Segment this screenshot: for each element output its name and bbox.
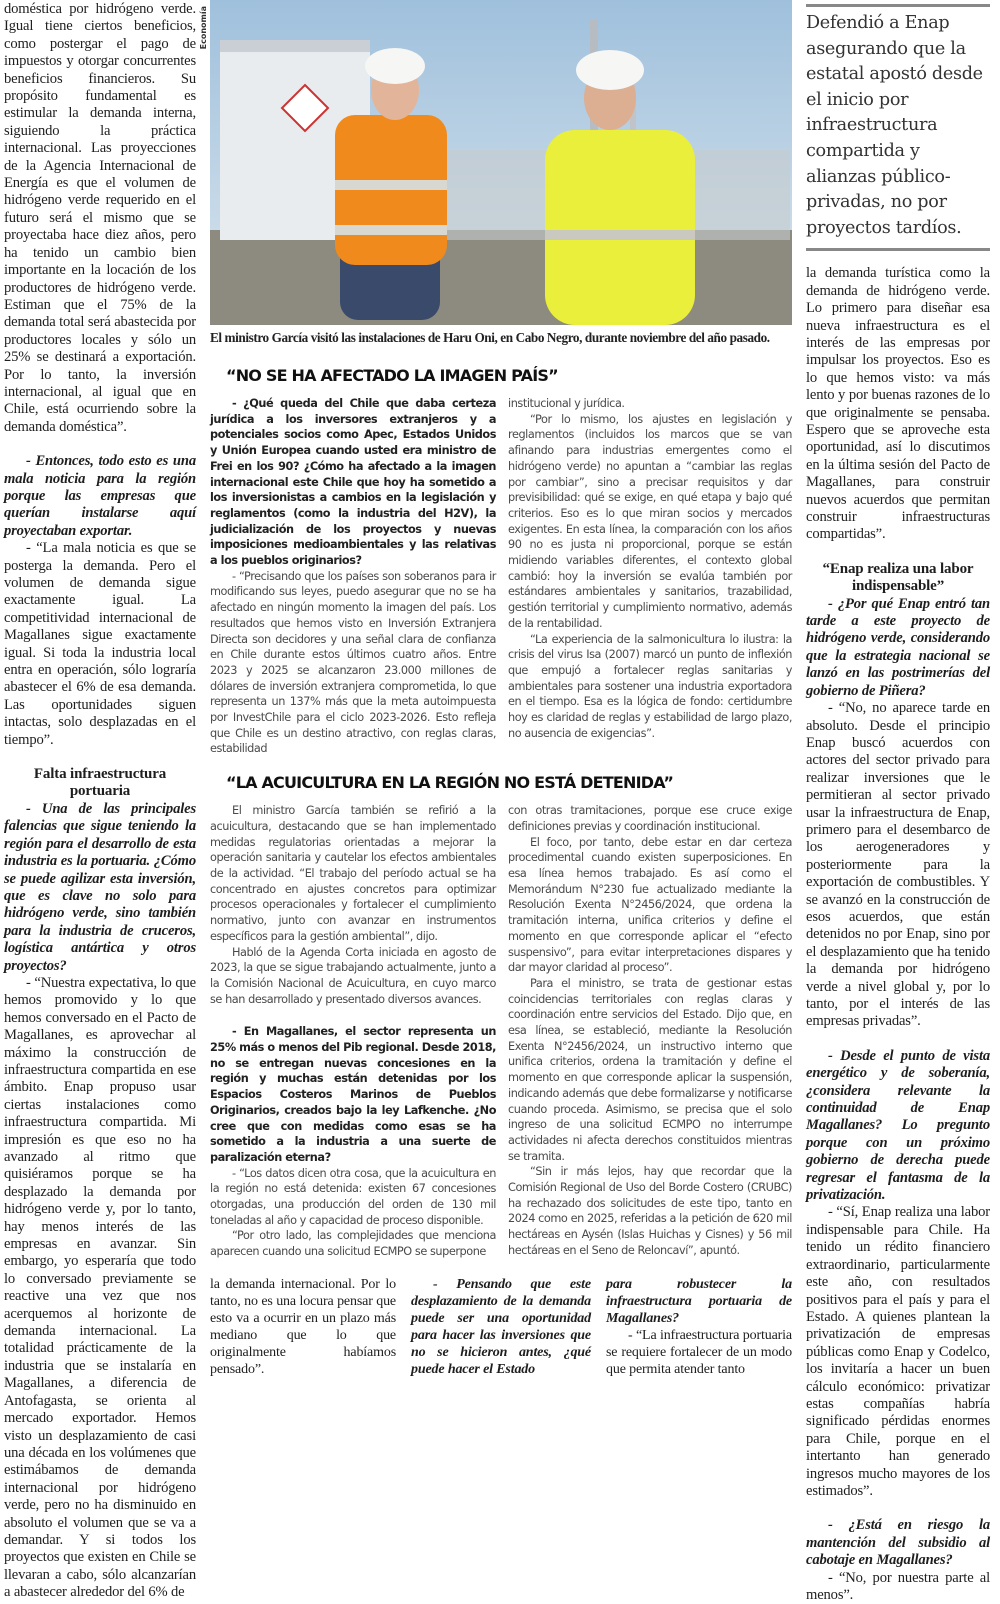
- interview-answer: - “No, no aparece tarde en absoluto. Desde el principio Enap buscó acuerdos con actores del sector privado para realizar inversiones que le permitieran al sector privado usar la infraestructura de Enap, primero para el desembarco de los aerogeneradores y posteriormente para la exportación de combustibles. Y se avanzó en la construcción de esos acuerdos, que están detenidos no por Enap, sino por el desplazamiento que ha tenido la demanda por hidrógeno verde a nivel global y, por lo tanto, por el interés de las empresas privadas”.: [806, 700, 990, 1030]
- white-helmet: [365, 48, 425, 84]
- section-tag: Economía: [199, 6, 208, 50]
- subheading: Falta infraestructura portuaria: [33, 766, 167, 800]
- interview-answer: - “No, por nuestra parte al menos”.: [806, 1569, 990, 1603]
- bottom-col-2: [411, 1276, 591, 1378]
- interview-answer: - “Sí, Enap realiza una labor indispensable para Chile. Ha tenido un rédito financiero extraordinario, particularmente este año, con resultados positivos para el país y para el Estado. A quienes plantean la privatización de empresas públicas como Enap y Codelco, los invitaría a hacer un buen cálculo económico: privatizar estas compañías habría significado pérdidas enormes para Chile, porque en el intertanto han generado ingresos mucho mayores de los estimados”.: [806, 1204, 990, 1499]
- section-acuicultura-left: [210, 803, 496, 1260]
- subheading: “Enap realiza una labor indispensable”: [822, 560, 974, 595]
- section-imagen-right: [508, 396, 792, 757]
- section-acuicultura-right: [508, 803, 792, 1260]
- interview-question: - En Magallanes, el sector representa un 25% más o menos del Pib regional. Desde 2018, no se entregan nuevas concesiones en la región y muchas están detenidas por los Espacios Costeros Marinos de Pueblos Originarios, creados bajo la ley Lafkenche. ¿No cree que con medidas como esas se ha sometido a la industria a una suerte de paralización eterna?: [210, 1025, 496, 1164]
- section-heading: “NO SE HA AFECTADO LA IMAGEN PAÍS”: [226, 366, 558, 385]
- paragraph: institucional y jurídica.: [508, 397, 625, 410]
- paragraph: El ministro García también se refirió a la acuicultura, destacando que se han implementado medidas regulatorias orientadas a mejorar la operación sanitaria y cautelar los efectos ambientales de la actividad. “El trabajo del período actual se ha concentrado en ajustes concretos para optimizar procesos operacionales y fortalecer el cumplimiento normativo, junto con avanzar en instrumentos específicos para la gestión ambiental”, dijo.: [210, 804, 496, 943]
- section-heading: “LA ACUICULTURA EN LA REGIÓN NO ESTÁ DETENIDA”: [226, 773, 674, 793]
- interview-question: - ¿Por qué Enap entró tan tarde a este proyecto de hidrógeno verde, considerando que la estrategia nacional se lanzó en las postrimerías del gobierno de Piñera?: [806, 595, 990, 699]
- interview-question: - Pensando que este desplazamiento de la demanda puede ser una oportunidad para hacer las inversiones que no se hicieron antes, ¿qué puede hacer el Estado: [411, 1276, 591, 1377]
- paragraph: Para el ministro, se trata de gestionar estas coincidencias territoriales con reglas claras y coordinación entre servicios del Estado. Dijo que, en esa línea, se estableció, mediante la Resolución Exenta N°2456/2024, un instructivo interno que unifica criterios, ordena la tramitación y define el momento en que corresponde aplicar la suspensión, indicando además que debe formalizarse y notificarse cuando proceda. Asimismo, se precisa que el solo ingreso de una solicitud ECMPO no interrumpe actividades ni afecta derechos constituidos mientras se tramita.: [508, 976, 792, 1163]
- middle-area: [210, 0, 792, 1378]
- article-photo: [210, 0, 792, 325]
- interview-question: - Desde el punto de vista energético y de soberanía, ¿considera relevante la continuidad de Enap Magallanes? Lo pregunto porque con un próximo gobierno de derecha puede regresar el fantasma de la privatización.: [806, 1047, 990, 1204]
- paragraph: Habló de la Agenda Corta iniciada en agosto de 2023, la que se sigue trabajando actualmente, junto a la Comisión Nacional de Acuicultura, en cuyo marco se han desarrollado y presentado diversos avances.: [210, 945, 496, 1006]
- interview-answer: - “Nuestra expectativa, lo que hemos promovido y lo que hemos conversado en el Pacto de Magallanes, es aprovechar al máximo la construcción de infraestructura compartida en ese ámbito. Enap propuso usar ciertas instalaciones como infraestructura compartida. Mi impresión es que eso no ha avanzado al ritmo que quisiéramos porque se ha desplazado la demanda por hidrógeno verde y, por lo tanto, hay menos interés de las empresas en avanzar. Sin embargo, yo esperaría que todo lo conversado previamente se reactive una vez que nos acerquemos al horizonte de demanda internacional. La totalidad prácticamente de la industria que se instalaría en Magallanes, a diferencia de Antofagasta, se orienta al mercado exportador. Hemos visto un desplazamiento de casi una década en los volúmenes que estimábamos de demanda internacional por hidrógeno verde, pero no ha disminuido en absoluto el volumen que se va a demandar. Y si todos los proyectos que existen en Chile se llevaran a cabo, sólo alcanzarían a abastecer alrededor del 6% de: [4, 974, 196, 1601]
- bottom-col-1: [210, 1276, 396, 1378]
- photo-illustration: [210, 0, 792, 325]
- bottom-col-3: [606, 1276, 792, 1378]
- photo-caption: El ministro García visitó las instalaciones de Haru Oni, en Cabo Negro, durante noviembre del año pasado.: [210, 330, 770, 345]
- paragraph: la demanda internacional. Por lo tanto, no es una locura pensar que esto va a ocurrir en un plazo más mediano que lo que originalmente habíamos pensado”.: [210, 1276, 396, 1377]
- interview-answer: - “Precisando que los países son soberanos para ir modificando sus leyes, puedo asegurar que no se ha afectado en ningún momento la imagen del país. Los resultados que hemos visto en Inversión Extranjera Directa son decidores y una señal clara de confianza en Chile durante estos últimos cuatro años. Entre 2023 y 2025 se alcanzaron 23.000 millones de dólares de inversión extranjera comprometida, lo que representa un 137% más que la meta autoimpuesta por InvestChile para el ciclo 2023-2026. Esto refleja que Chile es un destino atractivo, con reglas claras, estabilidad: [210, 569, 496, 756]
- interview-question: para robustecer la infraestructura portuaria de Magallanes?: [606, 1276, 792, 1326]
- interview-answer: - “Los datos dicen otra cosa, que la acuicultura en la región no está detenida: existen 67 concesiones otorgadas, una producción del orden de 130 mil toneladas al año y capacidad de proceso disponible.: [210, 1166, 496, 1227]
- paragraph: “Por lo mismo, los ajustes en legislación y reglamentos (incluidos los marcos que se van afinando para industrias emergentes como el hidrógeno verde) no apuntan a “cambiar las reglas por cambiar”, sino a precisar requisitos y dar previsibilidad: qué se exige, en qué etapa y bajo qué criterios. Eso es lo que miran socios y mercados exigentes. En esta línea, la comparación con los años 90 no es justa ni proporcional, porque se están midiendo variables diferentes, el contexto global cambió: hoy la inversión se evalúa también por estándares ambientales y sanitarios, trazabilidad, gestión territorial y cumplimiento normativo, además de la rentabilidad.: [508, 412, 792, 630]
- interview-question: - ¿Qué queda del Chile que daba certeza jurídica a los inversores extranjeros y a potenciales socios como Apec, Estados Unidos y Unión Europea cuando usted era ministro de Frei en los 90? ¿Cómo ha afectado a la imagen internacional este Chile que hoy ha sometido a los inversionistas a cambios en la legislación y reglamentos (como la industria del H2V), la judicialización de los proyectos y nuevas imposiciones medioambientales y las relativas a los pueblos originarios?: [210, 397, 496, 568]
- paragraph: “La experiencia de la salmonicultura lo ilustra: la crisis del virus Isa (2007) marcó un punto de inflexión que empujó a fortalecer reglas sanitarias y ambientales para sostener una industria exportadora en el tiempo. Esa es la lógica de fondo: certidumbre hoy es claridad de reglas y estabilidad de largo plazo, no ausencia de exigencias”.: [508, 632, 792, 740]
- interview-question: - ¿Está en riesgo la mantención del subsidio al cabotaje en Magallanes?: [806, 1517, 990, 1569]
- paragraph: la demanda turística como la demanda de hidrógeno verde. Lo primero para diseñar esa nueva infraestructura es el interés de las empresas por impulsar los proyectos. Eso es lo que hemos visto: va más lento y por buenas razones de lo que originalmente se pensaba. Espero que se aproveche esta oportunidad, así lo discutimos en la última sesión del Pacto de Magallanes, para construir nuevos acuerdos que permitan construir infraestructuras compartidas”.: [806, 265, 990, 543]
- interview-answer: - “La infraestructura portuaria se requiere fortalecer de un modo que permita atender tanto: [606, 1327, 792, 1377]
- yellow-jacket: [545, 130, 695, 325]
- interview-answer: - “La mala noticia es que se posterga la demanda. Pero el volumen de demanda sigue exactamente igual. La competitividad internacional de Magallanes sigue exactamente igual. Si toda la industria local entra en operación, sólo lograría abastecer el 6% de esa demanda. Las oportunidades siguen intactas, solo desplazadas en el tiempo”.: [4, 540, 196, 748]
- interview-question: - Una de las principales falencias que sigue teniendo la región para el desarrollo de esta industria es la portuaria. ¿Cómo se puede agilizar esta inversión, que es clave no solo para hidrógeno verde, sino también para la industria de cruceros, logística antártica y otros proyectos?: [4, 800, 196, 974]
- left-column: [4, 1, 196, 1602]
- paragraph: con otras tramitaciones, porque ese cruce exige definiciones previas y coordinación institucional.: [508, 804, 792, 833]
- right-column: [806, 265, 990, 1604]
- section-imagen-left: [210, 396, 496, 757]
- paragraph: “Sin ir más lejos, hay que recordar que la Comisión Regional de Uso del Borde Costero (CRUBC) ha rechazado dos solicitudes de este tipo, tanto en 2024 como en 2025, referidas a la petición de 620 mil hectáreas en Aysén (Islas Huichas y Cisnes) y 56 mil hectáreas en el Seno de Reloncaví”, apuntó.: [508, 1165, 792, 1257]
- interview-question: - Entonces, todo esto es una mala noticia para la región porque las empresas que querían instalarse aquí proyectaban exportar.: [4, 453, 196, 539]
- pull-quote: Defendió a Enap asegurando que la estatal apostó desde el inicio por infraestructura compartida y alianzas público-privadas, no por proyectos tardíos.: [806, 4, 990, 251]
- paragraph: “Por otro lado, las complejidades que menciona aparecen cuando una solicitud ECMPO se superpone: [210, 1229, 496, 1259]
- paragraph: doméstica por hidrógeno verde. Igual tiene ciertos beneficios, como postergar el pago de impuestos y otorgar concurrentes beneficios financieros. Su propósito fundamental es estimular la demanda interna, siguiendo la práctica internacional. Las proyecciones de la Agencia Internacional de Energía es que el volumen de hidrógeno verde requerido en el futuro será el mismo que se proyectaba hace diez años, pero ha tenido un cambio bien importante en la locación de los productores de hidrógeno verde. Estiman que el 75% de la demanda total será abastecida por productores locales y sólo un 25% se destinará a exportación. Por lo tanto, la inversión internacional, al igual que en Chile, está ocurriendo sobre la demanda doméstica”.: [4, 1, 196, 435]
- right-column-area: [806, 4, 990, 1604]
- paragraph: El foco, por tanto, debe estar en dar certeza procedimental cuando existen superposiciones. En esa línea hemos trabajado. Es así como el Memorándum N°230 fue actualizado mediante la Resolución Exenta N°2456/2024, que ordena la tramitación interna, unifica criterios y define el momento en que corresponde aplicar el “efecto suspensivo”, para evitar interpretaciones dispares y dar mayor claridad al proceso”.: [508, 835, 792, 975]
